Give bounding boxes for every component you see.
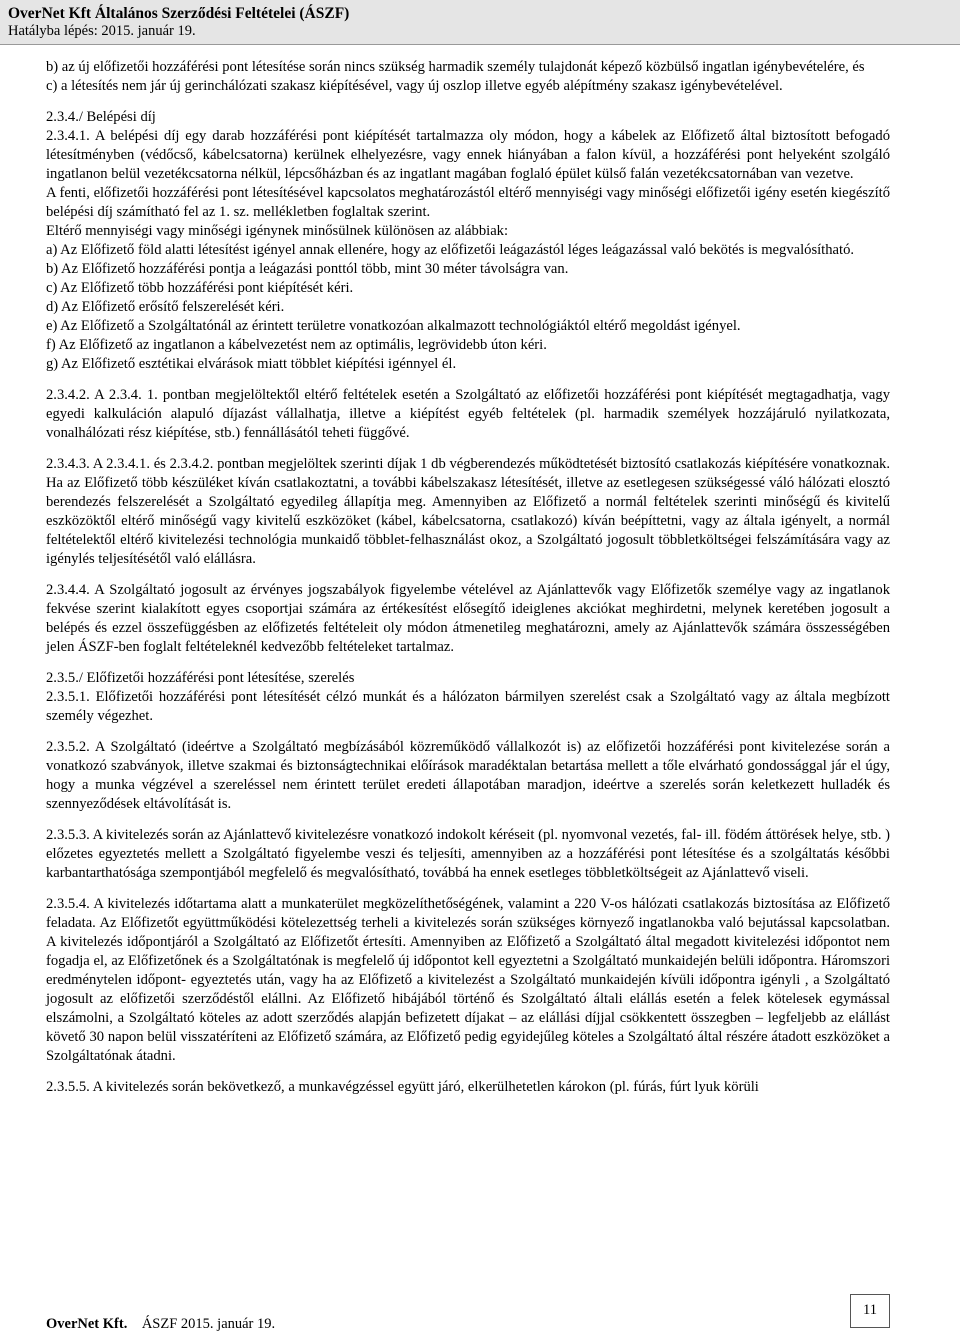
section-heading: 2.3.5./ Előfizetői hozzáférési pont létesítése, szerelés (46, 670, 355, 686)
paragraph: 2.3.4.3. A 2.3.4.1. és 2.3.4.2. pontban megjelöltek szerinti díjak 1 db végberendezés működtetését biztosító csatlakozás kiépítésére vonatkoznak. Ha az Előfizető több készüléket kíván csatlakoztatni, a további kábelszakasz létesítését, illetve az esetlegesen szükségessé váló hálózati elosztó berendezés felszerelését a Szolgáltató egyedileg állapítja meg. Amennyiben az Előfizető a normál feltételek szerinti minőségű és kivitelű eszközöktől eltérő minőségű vagy kivitelű eszközöket (kábel, kábelcsatorna, csatlakozó) kíván beépíttetni, vagy az általa igényelt, a normál feltételektől eltérő kivitelezési technológia munkaidő többlet-felhasználást okoz, a Szolgáltató jogosult többletköltségei felszámítására vagy az igénylés teljesítésétől való elállásra. (46, 456, 890, 567)
list-item: b) Az Előfizető hozzáférési pontja a leágazási ponttól több, mint 30 méter távolságra van. (46, 261, 569, 277)
section-heading: 2.3.4./ Belépési díj (46, 109, 156, 125)
list-item: a) Az Előfizető föld alatti létesítést igényel annak ellenére, hogy az előfizetői leágazástól léges leágazással való bekötés is megvalósítható. (46, 242, 855, 258)
document-body (46, 58, 890, 1097)
paragraph: b) az új előfizetői hozzáférési pont létesítése során nincs szükség harmadik személy tulajdonát képező közbülső ingatlan igénybevételére, és (46, 59, 865, 75)
paragraph: Eltérő mennyiségi vagy minőségi igénynek minősülnek különösen az alábbiak: (46, 223, 509, 239)
list-item: d) Az Előfizető erősítő felszerelését kéri. (46, 299, 285, 315)
footer-text: ÁSZF 2015. január 19. (141, 1316, 276, 1332)
paragraph: 2.3.4.4. A Szolgáltató jogosult az érvényes jogszabályok figyelembe vételével az Ajánlattevők vagy Előfizetők személye vagy az ingatlanok fekvése szerint kialakított egyes csoportjai számára az értékesítést elősegítő ideiglenes akciókat meghirdetni, melynek keretében jogosult a belépés és ezzel összefüggésben az előfizetés feltételeit oly módon átmenetileg meghatározni, amely az Ajánlattevők számára összességében jelen ÁSZF-ben foglalt feltételeknél kedvezőbb feltételeket tartalmaz. (46, 582, 890, 655)
paragraph: 2.3.5.1. Előfizetői hozzáférési pont létesítését célzó munkát és a hálózaton bármilyen szerelést csak a Szolgáltató vagy az általa megbízott személy végezhet. (46, 689, 890, 724)
paragraph: 2.3.5.3. A kivitelezés során az Ajánlattevő kivitelezésre vonatkozó indokolt kéréseit (pl. nyomvonal vezetés, fal- ill. födém áttörések helye, stb. ) előzetes egyeztetés mellett a Szolgáltató figyelembe veszi és teljesíti, amennyiben az a hozzáférési pont létesítése és a szolgáltatás későbbi karbantarthatósága szempontjából megfelelő és megvalósítható, továbbá ha ennek esetleges többletköltségeit az Ajánlattevő viseli. (46, 827, 890, 881)
paragraph: c) a létesítés nem jár új gerinchálózati szakasz kiépítésével, vagy új oszlop illetve egyéb alépítmény szakasz igénybevételével. (46, 78, 783, 94)
list-item: e) Az Előfizető a Szolgáltatónál az érintett területre vonatkozóan alkalmazott technológiáktól eltérő megoldást igényel. (46, 318, 741, 334)
page-number: 11 (850, 1294, 890, 1328)
paragraph: 2.3.4.2. A 2.3.4. 1. pontban megjelöltektől eltérő feltételek esetén a Szolgáltató az előfizetői hozzáférési pont kiépítését megtagadhatja, vagy egyedi kalkuláción alapuló díjazást vállalhatja, illetve a kiépítést egyéb feltételek (pl. harmadik személyek hozzájáruló nyilatkozata, vonalhálózati rész kiépítése, stb.) fennállásától teheti függővé. (46, 387, 890, 441)
paragraph: 2.3.5.4. A kivitelezés időtartama alatt a munkaterület megközelíthetőségének, valamint a 220 V-os hálózati csatlakozás biztosítása az Előfizető feladata. Az Előfizetőt együttműködési kötelezettség terheli a kivitelezés során szükséges környező ingatlanokba való bejutással kapcsolatban. A kivitelezés időpontjáról a Szolgáltató az Előfizetőt értesíti. Amennyiben az Előfizető a Szolgáltató által megadott kivitelezési időpontot nem fogadja el, az Előfizetőnek és a Szolgáltatónak is megfelelő új időpontot kell egyeztetni a Szolgáltató munkaidején belüli időpontra. Háromszori eredménytelen időpont- egyeztetés után, vagy ha az Előfizető a kivitelezést a Szolgáltató munkaidején kívüli időpontra igényli , a Szolgáltató jogosult az előfizetői szerződéstől elállni. Az Előfizető hibájából történő és Szolgáltató általi elállás esetén a felek kötelesek egymással elszámolni, a Szolgáltató köteles az adott szerződés alapján befizetett díjakat – az elállási díjjal csökkentett összegben – legfeljebb az elállást követő 30 napon belül visszatéríteni az Előfizető számára, az Előfizető pedig egyidejűleg köteles a Szolgáltató által részére átadott eszközöket a Szolgáltatónak átadni. (46, 896, 890, 1064)
document-footer (46, 1316, 275, 1333)
paragraph: 2.3.4.1. A belépési díj egy darab hozzáférési pont kiépítését tartalmazza oly módon, hogy a kábelek az Előfizető által biztosított befogadó létesítményben (védőcső, kábelcsatorna) kerülnek elhelyezésre, vagy ennek hiányában a falon kívül, a hozzáférési pont helyeként szolgáló ingatlanon belül vezetékcsatorna nélkül, lépcsőházban és az ingatlant magában foglaló épület külső falán vezetékcsatornában van vezetve. (46, 128, 890, 182)
list-item: g) Az Előfizető esztétikai elvárások miatt többlet kiépítési igénnyel él. (46, 356, 457, 372)
paragraph: 2.3.5.2. A Szolgáltató (ideértve a Szolgáltató megbízásából közreműködő vállalkozót is) az előfizetői hozzáférési pont kivitelezése során a vonatkozó szabványok, illetve szakmai és biztonságtechnikai előírások maradéktalan betartása mellett a tőle elvárható gondossággal jár el úgy, hogy a munka végzével a szereléssel nem érintett terület eredeti állapotában maradjon, ideértve a szerelés során keletkezett hulladék és szennyeződések eltávolítását is. (46, 739, 890, 812)
list-item: c) Az Előfizető több hozzáférési pont kiépítését kéri. (46, 280, 354, 296)
header-title: OverNet Kft Általános Szerződési Feltételei (ÁSZF) (8, 5, 350, 22)
header-effective-date: Hatályba lépés: 2015. január 19. (8, 23, 196, 39)
paragraph: 2.3.5.5. A kivitelezés során bekövetkező, a munkavégzéssel együtt járó, elkerülhetetlen károkon (pl. fúrás, fúrt lyuk körüli (46, 1079, 759, 1095)
footer-brand: OverNet Kft. (46, 1316, 128, 1332)
list-item: f) Az Előfizető az ingatlanon a kábelvezetést nem az optimális, legrövidebb úton kéri. (46, 337, 547, 353)
document-header (0, 0, 960, 45)
paragraph: A fenti, előfizetői hozzáférési pont létesítésével kapcsolatos meghatározástól eltérő mennyiségi vagy minőségi előfizetői igény esetén kiegészítő belépési díj számítható fel az 1. sz. mellékletben foglaltak szerint. (46, 185, 890, 220)
